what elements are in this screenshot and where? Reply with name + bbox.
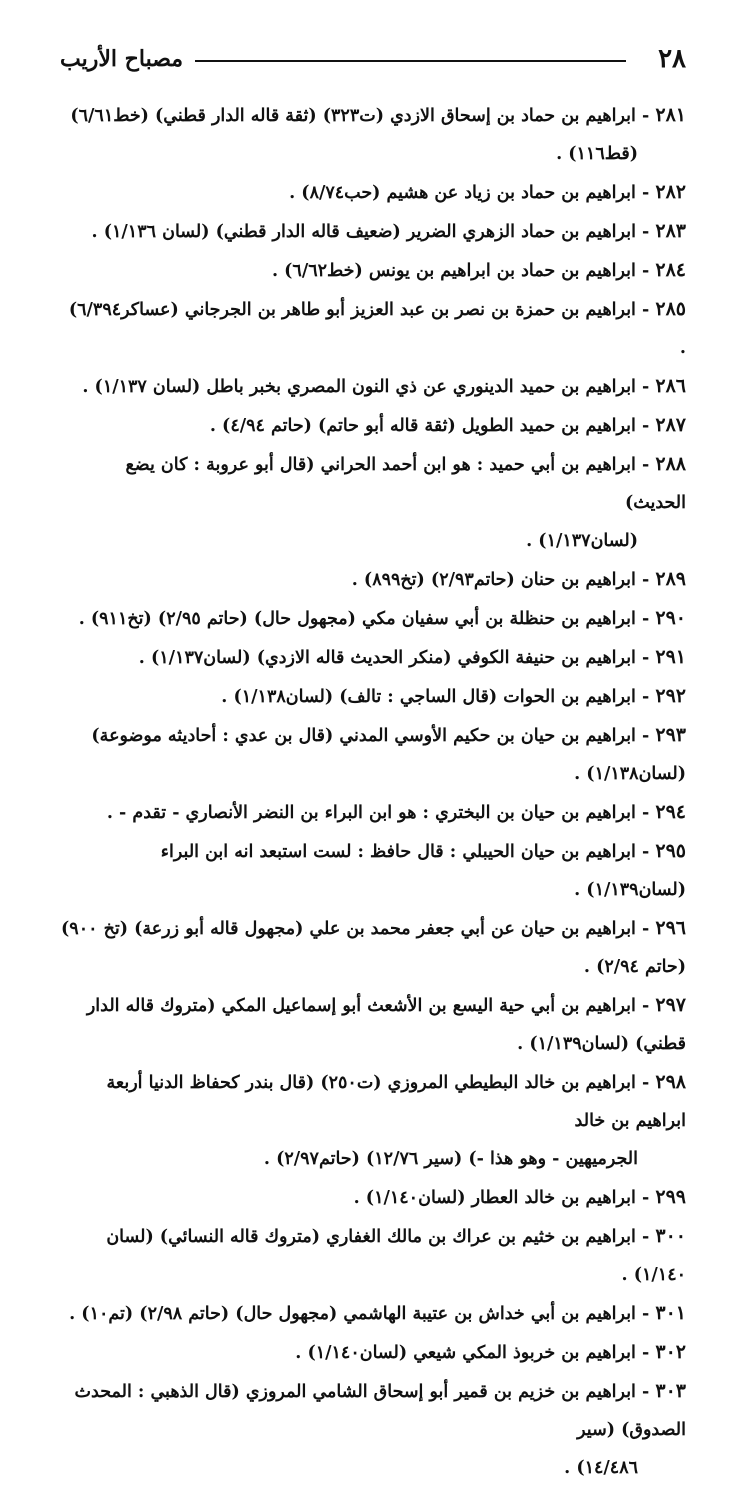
entry-number: ٢٨٩	[655, 568, 686, 590]
entry	[60, 445, 686, 560]
entry-text: - ابراهيم بن حماد بن ابراهيم بن يونس (خط٦/٦٢) .	[271, 261, 650, 281]
entry-line	[60, 445, 686, 522]
entry-line	[60, 1178, 686, 1217]
entry-number: ٣٠٠	[655, 1225, 686, 1247]
entry-text: - ابراهيم بن خالد العطار (لسان١/١٤٠) .	[353, 1188, 650, 1208]
entry-text: - ابراهيم بن حنان (حاتم٢/٩٣) (تخ٨٩٩) .	[351, 570, 650, 590]
entry	[60, 793, 686, 832]
entry	[60, 986, 686, 1063]
entry	[60, 909, 686, 986]
entry-line	[60, 1294, 686, 1333]
entry	[60, 560, 686, 599]
entry	[60, 173, 686, 212]
entry-text: - ابراهيم بن خثيم بن عراك بن مالك الغفاري (متروك قاله النسائي) (لسان ١/١٤٠) .	[106, 1227, 686, 1285]
entry-line	[60, 793, 686, 832]
entry	[60, 1178, 686, 1217]
entry-number: ٢٨٥	[655, 298, 686, 320]
entry-number: ٢٨٧	[655, 414, 686, 436]
entry-text: - ابراهيم بن حيان بن البختري : هو ابن البراء بن النضر الأنصاري - تقدم - .	[106, 803, 650, 823]
entry-text: - ابراهيم بن حميد الطويل (ثقة قاله أبو حاتم) (حاتم ٤/٩٤) .	[209, 416, 650, 436]
entry	[60, 406, 686, 445]
entry-continuation: الجرميهين - وهو هذا -) (سير ١٢/٧٦) (حاتم٢/٩٧) .	[263, 1149, 638, 1169]
entry-number: ٢٩٤	[655, 801, 686, 823]
entry-number: ٢٨٦	[655, 375, 686, 397]
entry	[60, 96, 686, 173]
entry-line	[60, 832, 686, 909]
entry-line	[60, 677, 686, 716]
entry-text: - ابراهيم بن حماد بن زياد عن هشيم (حب٨/٧٤) .	[289, 183, 650, 203]
entry-line	[60, 290, 686, 367]
entry-line	[60, 986, 686, 1063]
entry-text: - ابراهيم بن حنظلة بن أبي سفيان مكي (مجهول حال) (حاتم ٢/٩٥) (تخ٩١١) .	[78, 609, 650, 629]
entry-text: - ابراهيم بن حماد بن إسحاق الازدي (ت٣٢٣) (ثقة قاله الدار قطني) (خط٦/٦١)	[70, 106, 650, 126]
entry-text: - ابراهيم بن خالد البطيطي المروزي (ت٢٥٠) (قال بندر كحفاظ الدنيا أربعة ابراهيم بن خالد	[106, 1073, 686, 1131]
entry-text: - ابراهيم بن حيان عن أبي جعفر محمد بن علي (مجهول قاله أبو زرعة) (تخ ٩٠٠) (حاتم ٢/٩٤) .	[61, 919, 686, 977]
entry-text: - ابراهيم بن حمزة بن نصر بن عبد العزيز أبو طاهر بن الجرجاني (عساكر٦/٣٩٤) .	[68, 300, 686, 358]
entry-number: ٢٨١	[655, 104, 686, 126]
entry-number: ٢٨٢	[655, 181, 686, 203]
entry	[60, 367, 686, 406]
entry-line	[60, 251, 686, 290]
entry	[60, 1333, 686, 1372]
entry	[60, 832, 686, 909]
entry-text: - ابراهيم بن حنيفة الكوفي (منكر الحديث قاله الازدي) (لسان١/١٣٧) .	[138, 648, 650, 668]
entry-line	[60, 406, 686, 445]
entry-line	[60, 1063, 686, 1140]
entry-number: ٣٠٣	[655, 1380, 686, 1402]
entry-text: - ابراهيم بن حماد الزهري الضرير (ضعيف قاله الدار قطني) (لسان ١/١٣٦) .	[91, 222, 650, 242]
entry	[60, 290, 686, 367]
entry-text: - ابراهيم بن أبي خداش بن عتيبة الهاشمي (مجهول حال) (حاتم ٢/٩٨) (تم١٠) .	[69, 1304, 650, 1324]
entry-line	[60, 638, 686, 677]
entry	[60, 212, 686, 251]
entry-number: ٢٨٨	[655, 453, 686, 475]
entry-line	[60, 212, 686, 251]
page-header	[60, 40, 686, 80]
page-number: ٢٨	[658, 44, 686, 74]
entry-continuation: (قط١١٦) .	[556, 144, 638, 164]
entry	[60, 677, 686, 716]
entry-text: - ابراهيم بن حيان بن حكيم الأوسي المدني (قال بن عدي : أحاديثه موضوعة) (لسان١/١٣٨) .	[91, 726, 686, 784]
entry	[60, 1372, 686, 1487]
entry-number: ٢٨٤	[655, 259, 686, 281]
entry-line	[60, 560, 686, 599]
entry-number: ٢٩٥	[655, 840, 686, 862]
entry-continuation: ١٤/٤٨٦) .	[564, 1458, 638, 1478]
entry-text: - ابراهيم بن الحوات (قال الساجي : تالف) (لسان١/١٣٨) .	[221, 687, 650, 707]
entry-line	[60, 909, 686, 986]
entry-number: ٢٩٣	[655, 724, 686, 746]
entry-line	[60, 1333, 686, 1372]
entry-line	[60, 367, 686, 406]
entry-number: ٣٠١	[655, 1302, 686, 1324]
entry	[60, 716, 686, 793]
entry-line	[60, 716, 686, 793]
entry-line	[60, 1372, 686, 1449]
entry-number: ٢٩٦	[655, 917, 686, 939]
entry-number: ٢٩٢	[655, 685, 686, 707]
entry-text: - ابراهيم بن حميد الدينوري عن ذي النون المصري بخبر باطل (لسان ١/١٣٧) .	[82, 377, 650, 397]
entry-number: ٢٩٨	[655, 1071, 686, 1093]
entry-line	[60, 96, 686, 135]
entry-line	[60, 599, 686, 638]
entry	[60, 638, 686, 677]
entry-number: ٢٨٣	[655, 220, 686, 242]
entry	[60, 1294, 686, 1333]
entry-continuation: (لسان١/١٣٧) .	[526, 531, 638, 551]
entry-number: ٢٩١	[655, 646, 686, 668]
entry-text: - ابراهيم بن أبي حية اليسع بن الأشعث أبو إسماعيل المكي (متروك قاله الدار قطني) (لسان١/١٣٩) .	[86, 996, 686, 1054]
entry-number: ٢٩٧	[655, 994, 686, 1016]
entry	[60, 1063, 686, 1178]
entry-text: - ابراهيم بن حيان الحيبلي : قال حافظ : لست استبعد انه ابن البراء (لسان١/١٣٩) .	[160, 842, 686, 900]
entry-line	[60, 173, 686, 212]
entry-number: ٣٠٢	[655, 1341, 686, 1363]
entry-text: - ابراهيم بن خزيم بن قمير أبو إسحاق الشامي المروزي (قال الذهبي : المحدث الصدوق) (سير	[74, 1382, 686, 1440]
entry-number: ٢٩٠	[655, 607, 686, 629]
entry	[60, 251, 686, 290]
entry-line	[60, 1217, 686, 1294]
header-rule	[195, 60, 626, 62]
entry	[60, 1217, 686, 1294]
entry-list	[60, 96, 686, 1487]
entry-text: - ابراهيم بن أبي حميد : هو ابن أحمد الحراني (قال أبو عروبة : كان يضع الحديث)	[125, 455, 686, 513]
entry	[60, 599, 686, 638]
entry-number: ٢٩٩	[655, 1186, 686, 1208]
running-title: مصباح الأريب	[60, 46, 184, 72]
entry-text: - ابراهيم بن خربوذ المكي شيعي (لسان١/١٤٠) .	[295, 1343, 650, 1363]
